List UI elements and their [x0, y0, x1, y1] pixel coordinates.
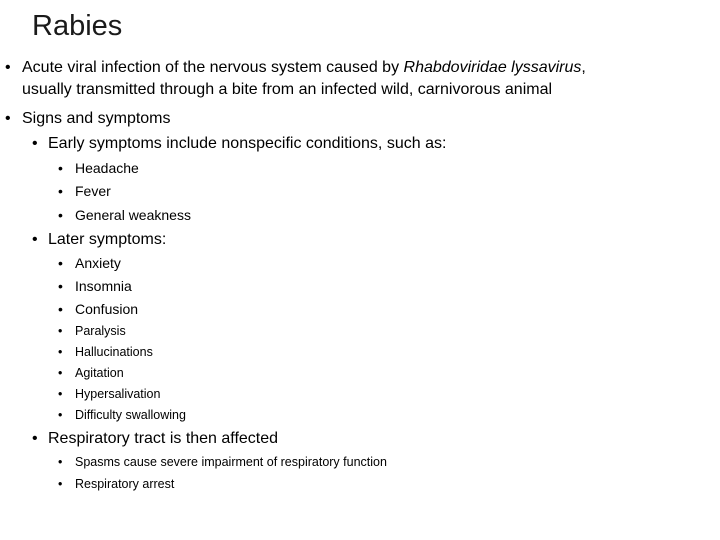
bullet-icon: •: [58, 387, 63, 401]
bullet-icon: •: [58, 207, 63, 223]
later-item: Insomnia: [75, 278, 132, 294]
bullet-icon: •: [58, 255, 63, 271]
point1-italic-name: Rhabdoviridae lyssavirus: [403, 59, 582, 76]
respiratory-item: Respiratory arrest: [75, 477, 175, 491]
bullet-icon: •: [5, 110, 11, 127]
early-item: Fever: [75, 183, 111, 199]
bullet-icon: •: [58, 345, 63, 359]
bullet-icon: •: [58, 455, 63, 469]
later-small-item: Difficulty swallowing: [75, 408, 186, 422]
later-small-item: Agitation: [75, 366, 124, 380]
bullet-icon: •: [58, 301, 63, 317]
bullet-icon: •: [58, 160, 63, 176]
later-small-item: Hallucinations: [75, 345, 153, 359]
bullet-icon: •: [5, 59, 11, 76]
later-small-item: Hypersalivation: [75, 387, 161, 401]
respiratory-item: Spasms cause severe impairment of respiratory function: [75, 455, 387, 469]
later-symptoms-text: Later symptoms:: [48, 231, 167, 248]
early-symptoms-text: Early symptoms include nonspecific conditions, such as:: [48, 135, 447, 152]
bullet-icon: •: [58, 183, 63, 199]
later-small-item: Paralysis: [75, 324, 126, 338]
point1-line2: usually transmitted through a bite from an infected wild, carnivorous animal: [22, 81, 553, 98]
bullet-icon: •: [32, 231, 38, 248]
early-item: Headache: [75, 160, 139, 176]
slide-title: Rabies: [32, 10, 123, 42]
later-item: Confusion: [75, 301, 139, 317]
bullet-icon: •: [58, 324, 63, 338]
bullet-icon: •: [58, 477, 63, 491]
early-item: General weakness: [75, 207, 191, 223]
point2-text: Signs and symptoms: [22, 110, 171, 127]
later-item: Anxiety: [75, 255, 121, 271]
bullet-icon: •: [32, 430, 38, 447]
point1-text-before: Acute viral infection of the nervous system caused by: [22, 59, 404, 76]
bullet-icon: •: [58, 278, 63, 294]
bullet-icon: •: [32, 135, 38, 152]
bullet-icon: •: [58, 408, 63, 422]
point1-text-after: ,: [581, 59, 586, 76]
respiratory-text: Respiratory tract is then affected: [48, 430, 279, 447]
point1-line1: [22, 57, 586, 79]
bullet-icon: •: [58, 366, 63, 380]
